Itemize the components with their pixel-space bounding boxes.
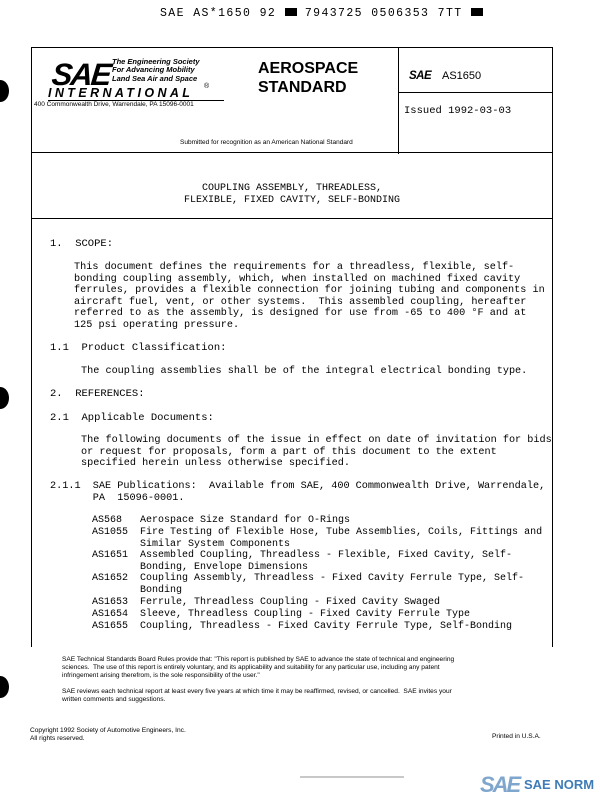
issue-date: Issued 1992-03-03 <box>404 105 512 117</box>
document-type: AEROSPACE STANDARD <box>258 60 359 96</box>
sae-address: 400 Commonwealth Drive, Warrendale, PA 15096-0001 <box>34 101 194 108</box>
registered-mark: ® <box>204 83 210 90</box>
references-heading: 2. REFERENCES: <box>50 388 145 400</box>
reference-title: Sleeve, Threadless Coupling - Fixed Cavity Ferrule Type <box>140 609 471 620</box>
classification-text: The coupling assemblies shall be of the integral electrical bonding type. <box>81 366 528 377</box>
punch-hole <box>0 676 9 698</box>
applicable-heading: 2.1 Applicable Documents: <box>50 412 214 424</box>
recognition-note: Submitted for recognition as an American National Standard <box>180 139 353 146</box>
reference-title: Coupling, Threadless - Fixed Cavity Ferrule Type, Self-Bonding <box>140 621 513 632</box>
reference-code: AS1651 <box>92 550 129 561</box>
reference-title: Ferrule, Threadless Coupling - Fixed Cavity Swaged <box>140 597 441 608</box>
reference-code: AS1655 <box>92 621 129 632</box>
scope-heading: 1. SCOPE: <box>50 238 114 250</box>
reference-code: AS1652 <box>92 573 129 584</box>
watermark-text: SAE NORM <box>524 777 595 792</box>
reference-title: Coupling Assembly, Threadless - Fixed Cavity Ferrule Type, Self- Bonding <box>140 573 525 596</box>
scope-text: This document defines the requirements for a threadless, flexible, self- bonding coupling assembly, which, when installed on machined fixed cavity ferrules, provides a flexible connection for joining tubing and components in aircraft fuel, vent, or other systems. This assembled coupling, hereafter referred to as the assembly, is designed for use from -65 to 400 °F and at 125 psi operating pressure. <box>74 262 545 331</box>
review-notice: SAE reviews each technical report at least every five years at which time it may be reaffirmed, revised, or cancelled. SAE invites your written comments and suggestions. <box>62 688 452 703</box>
reference-title: Assembled Coupling, Threadless - Flexible, Fixed Cavity, Self- Bonding, Envelope Dimensions <box>140 550 513 573</box>
title-line: COUPLING ASSEMBLY, THREADLESS, <box>201 183 383 194</box>
code-block-mark <box>471 8 483 16</box>
applicable-text: The following documents of the issue in effect on date of invitation for bids or request for proposals, form a part of this document to the extent specified herein unless otherwise specified. <box>81 435 552 469</box>
document-header <box>32 47 552 153</box>
code-block-mark <box>285 8 297 16</box>
scan-smudge <box>300 776 404 778</box>
document-number: AS1650 <box>442 70 482 82</box>
reference-title: Fire Testing of Flexible Hose, Tube Assemblies, Coils, Fittings and Similar System Components <box>140 527 543 550</box>
international-wordmark: INTERNATIONAL <box>48 86 194 100</box>
classification-heading: 1.1 Product Classification: <box>50 342 227 354</box>
title-line: FLEXIBLE, FIXED CAVITY, SELF-BONDING <box>183 195 401 206</box>
copyright-notice: Copyright 1992 Society of Automotive Engineers, Inc. All rights reserved. <box>30 727 186 742</box>
document-code: SAE AS*1650 92 <box>160 7 277 20</box>
sae-small-mark: SAE <box>409 70 432 82</box>
reference-code: AS1653 <box>92 597 129 608</box>
watermark-mark: SAE <box>480 772 520 797</box>
document-frame <box>31 47 553 647</box>
document-code-line <box>160 7 483 20</box>
reference-code: AS1055 <box>92 527 129 538</box>
punch-hole <box>0 387 9 409</box>
reference-code: AS568 <box>92 515 123 526</box>
standards-board-rules: SAE Technical Standards Board Rules provide that: "This report is published by SAE to advance the state of technical and engineering sciences. The use of this report is entirely voluntary, and its applicability and suitability for any particular use, including any patent infringement arising therefrom, is the sole responsibility of the user." <box>62 656 455 679</box>
reference-code: AS1654 <box>92 609 129 620</box>
header-divider <box>398 48 399 154</box>
reference-title: Aerospace Size Standard for O-Rings <box>140 515 351 526</box>
printed-in: Printed in U.S.A. <box>492 733 541 740</box>
sae-logo-mark: SAE <box>50 57 112 92</box>
sae-norm-watermark <box>478 772 596 798</box>
sae-logo-tagline: The Engineering Society For Advancing Mobility Land Sea Air and Space <box>112 57 200 83</box>
punch-hole <box>0 80 9 102</box>
header-rule <box>398 92 552 93</box>
document-code-tail: 7943725 0506353 7TT <box>304 7 463 20</box>
document-body <box>32 219 552 647</box>
publications-heading: 2.1.1 SAE Publications: Available from SAE, 400 Commonwealth Drive, Warrendale, PA 15096-0001. <box>50 481 546 504</box>
document-title <box>32 153 552 219</box>
